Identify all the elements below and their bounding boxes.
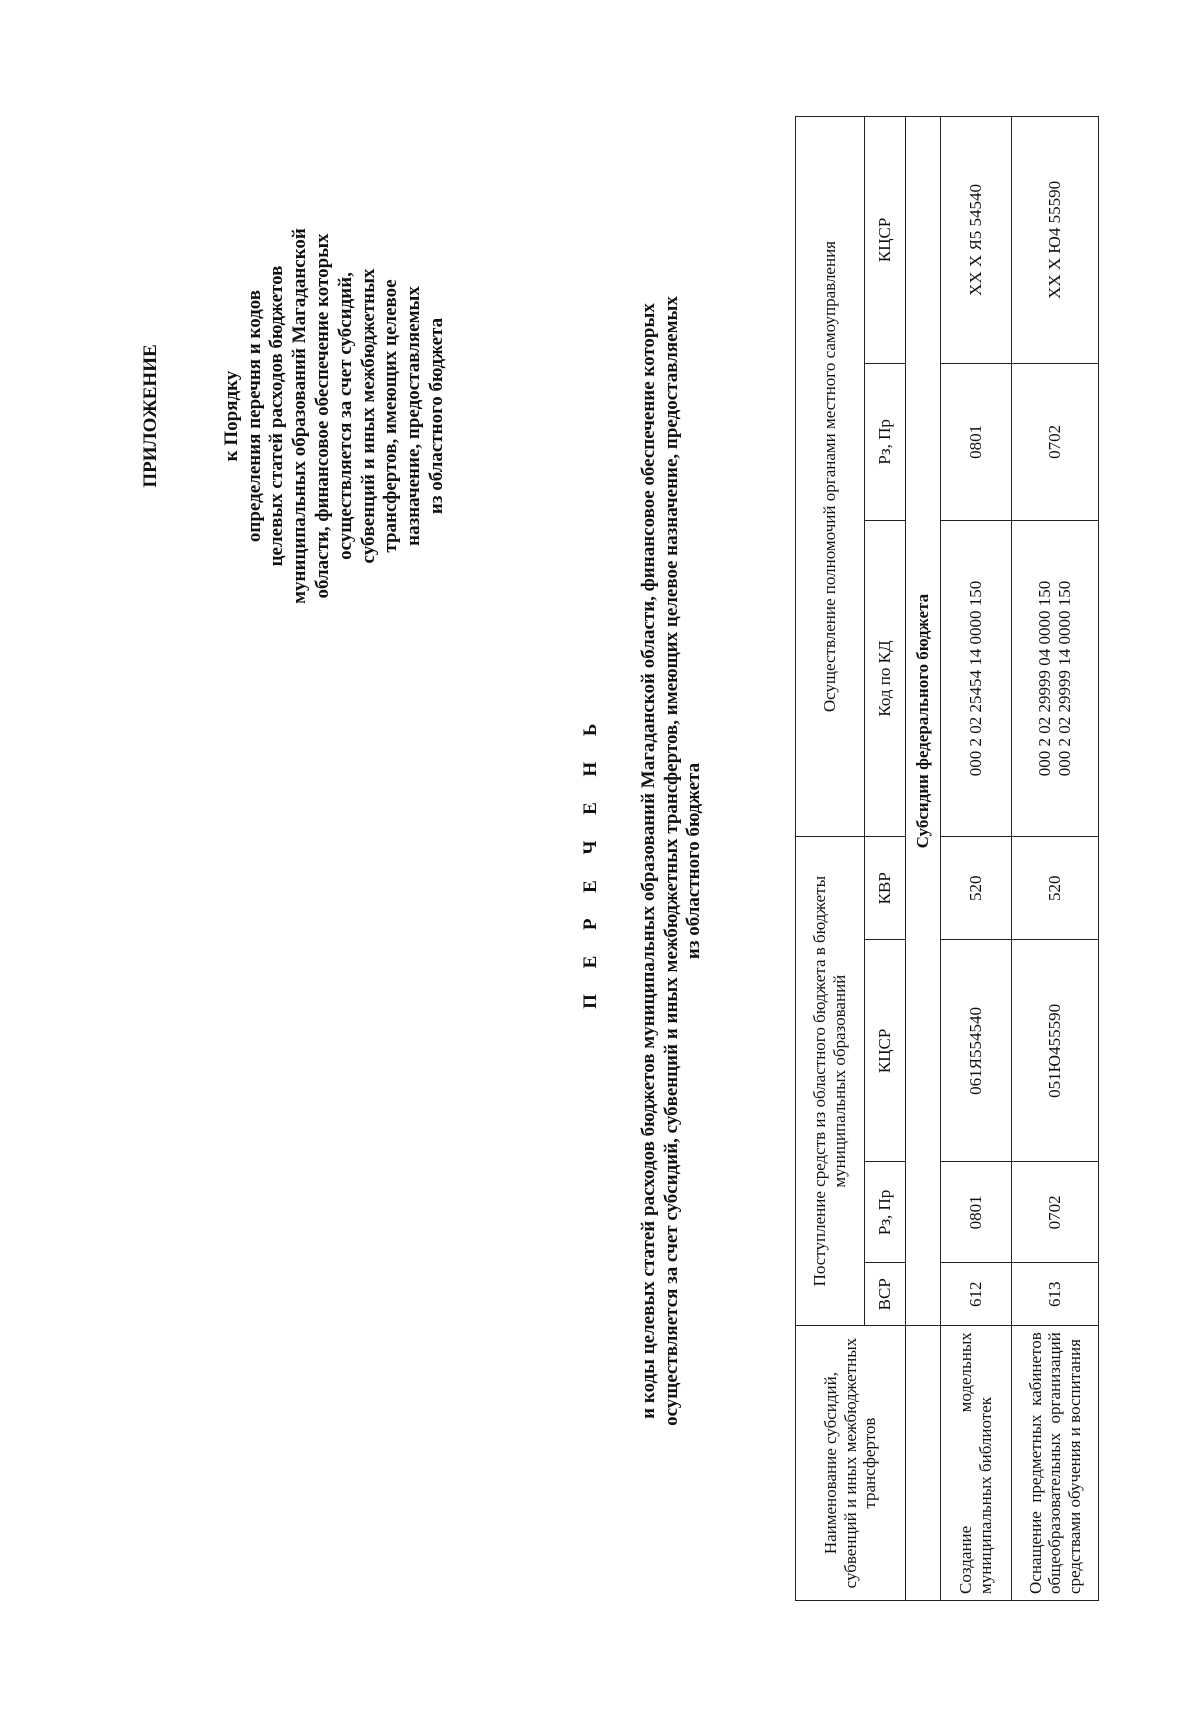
header-group-incoming: Поступление средств из областного бюджета в бюджеты муниципальных образований	[796, 837, 865, 1326]
row-kcsr-2: XX X Я5 54540	[941, 117, 1012, 364]
header-kcsr: КЦСР	[865, 940, 906, 1162]
row-name: Оснащение предметных кабинетов общеобразовательных организаций средствами обучения и воспитания	[1012, 1326, 1099, 1601]
header-kod-kd: Код по КД	[865, 520, 906, 836]
heading-line: из областного бюджета	[683, 762, 705, 960]
section-empty-cell	[906, 1326, 941, 1601]
row-rz-pr: 0702	[1012, 1162, 1099, 1263]
row-kcsr: 061Я554540	[941, 940, 1012, 1162]
appendix-block	[140, 136, 449, 696]
appendix-line: определения перечня и кодов	[243, 289, 265, 543]
appendix-title: ПРИЛОЖЕНИЕ	[140, 344, 161, 488]
row-kod-kd	[1012, 520, 1099, 836]
row-kcsr: 051Ю455590	[1012, 940, 1099, 1162]
header-rz-pr: Рз, Пр	[865, 1162, 906, 1263]
section-row	[906, 117, 941, 1601]
appendix-line: к Порядку	[220, 370, 242, 462]
table-row	[1012, 117, 1099, 1601]
heading-line: и коды целевых статей расходов бюджетов муниципальных образований Магаданской области, финансовое обеспечение которых	[638, 303, 660, 1419]
section-title: Субсидии федерального бюджета	[906, 117, 941, 1326]
header-name: Наименование субсидий, субвенций и иных межбюджетных трансфертов	[796, 1326, 906, 1601]
header-kcsr-2: КЦСР	[865, 117, 906, 364]
row-name: Создание модельных муниципальных библиотек	[941, 1326, 1012, 1601]
appendix-line: осуществляется за счет субсидий,	[334, 272, 356, 560]
appendix-line: муниципальных образований Магаданской	[289, 228, 311, 604]
table-header-row	[796, 117, 865, 1601]
appendix-line: целевых статей расходов бюджетов	[266, 265, 288, 567]
appendix-line: назначение, предоставляемых	[403, 286, 425, 546]
kod-kd-value: 000 2 02 29999 14 0000 150	[1055, 580, 1074, 777]
row-vsr: 612	[941, 1263, 1012, 1326]
heading-line: осуществляется за счет субсидий, субвенций и иных межбюджетных трансфертов, имеющих целевое назначение, предоставляемых	[660, 296, 682, 1426]
document-heading	[580, 96, 706, 1626]
table-row	[941, 117, 1012, 1601]
kod-kd-value: 000 2 02 29999 04 0000 150	[1035, 580, 1055, 777]
row-rz-pr: 0801	[941, 1162, 1012, 1263]
header-vsr: ВСР	[865, 1263, 906, 1326]
header-group-local-authority: Осуществление полномочий органами местного самоуправления	[796, 117, 865, 837]
header-rz-pr-2: Рз, Пр	[865, 363, 906, 520]
row-rz-pr-2: 0702	[1012, 363, 1099, 520]
appendix-line: трансфертов, имеющих целевое	[380, 279, 402, 553]
row-kvr: 520	[1012, 837, 1099, 940]
appendix-line: субвенций и иных межбюджетных	[357, 268, 379, 564]
row-kod-kd	[941, 520, 1012, 836]
header-kvr: КВР	[865, 837, 906, 940]
row-kvr: 520	[941, 837, 1012, 940]
appendix-line: области, финансовое обеспечение которых	[311, 233, 333, 599]
row-kcsr-2: XX X Ю4 55590	[1012, 117, 1099, 364]
row-vsr: 613	[1012, 1263, 1099, 1326]
row-rz-pr-2: 0801	[941, 363, 1012, 520]
appendix-line: из областного бюджета	[425, 317, 447, 515]
kod-kd-value: 000 2 02 25454 14 0000 150	[966, 580, 986, 777]
document-title: П Е Р Е Ч Е Н Ь	[580, 713, 601, 1009]
codes-table	[795, 116, 1099, 1601]
